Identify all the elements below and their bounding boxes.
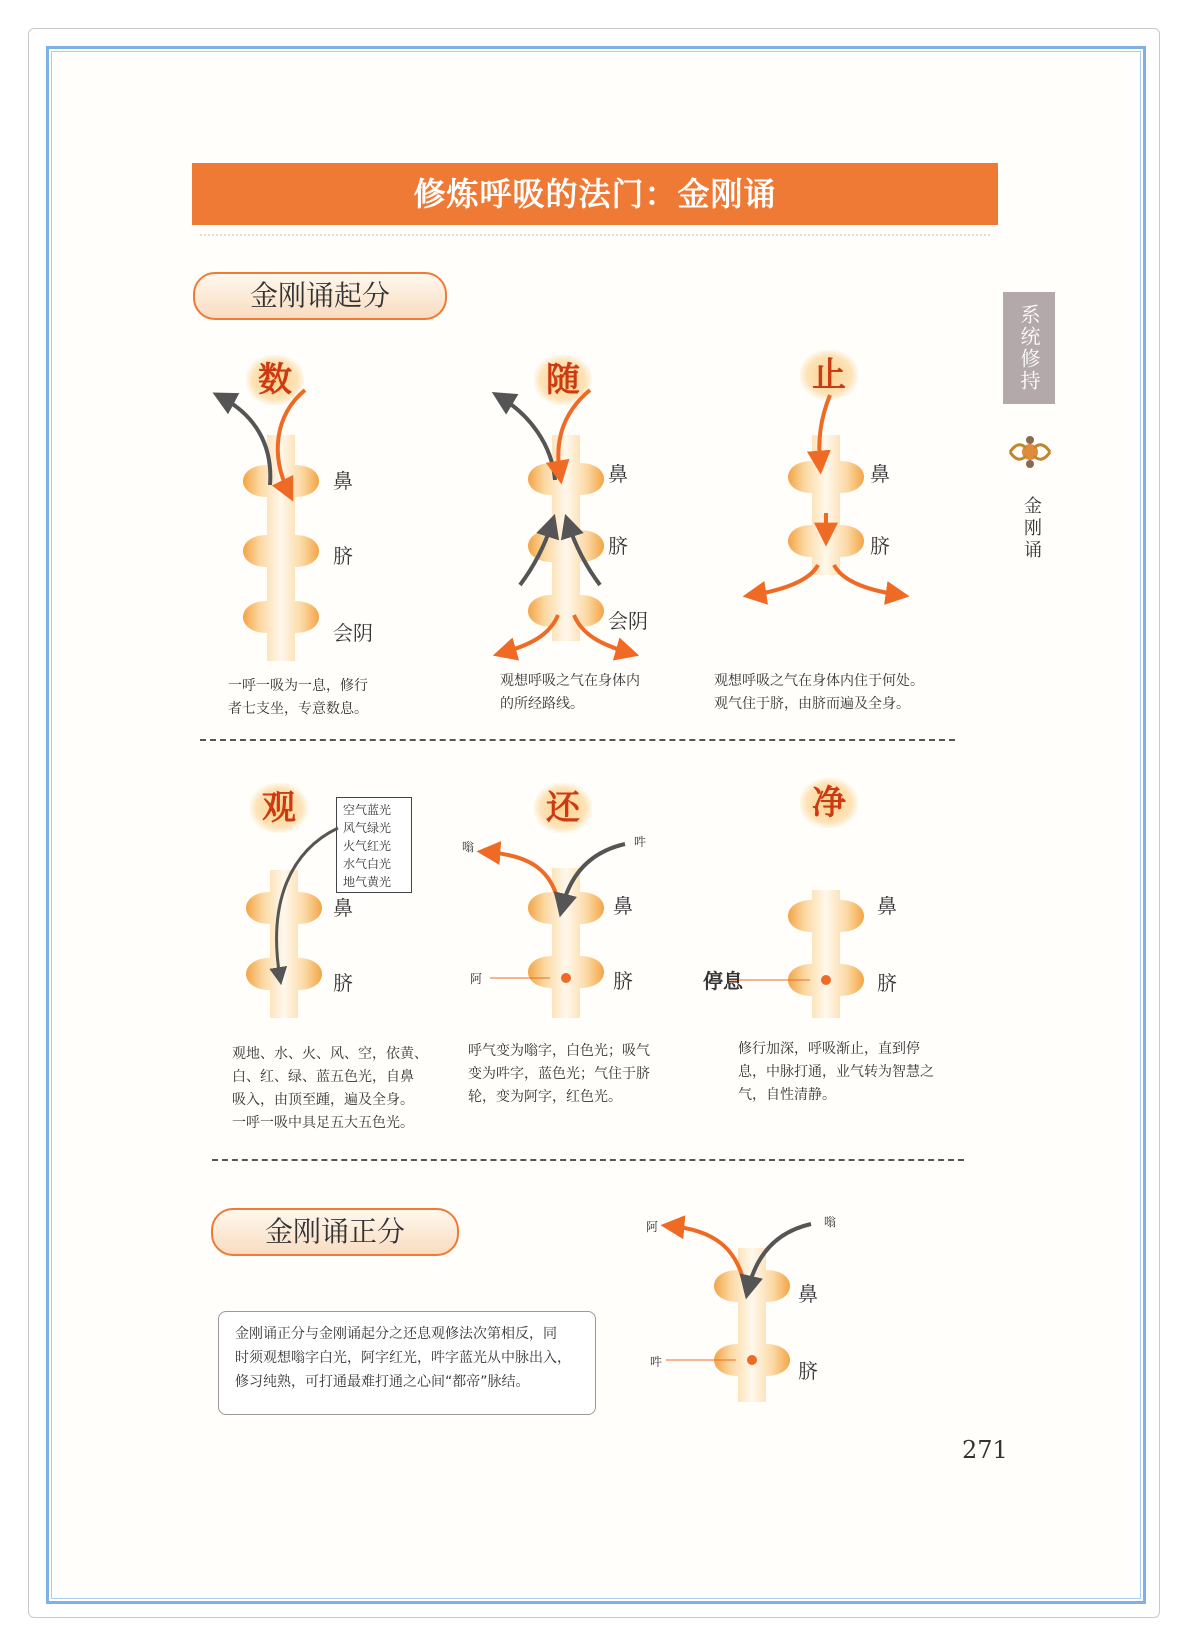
label-nose: 鼻 [613, 894, 633, 918]
label-perineum: 会阴 [608, 609, 648, 633]
label-nose: 鼻 [333, 896, 353, 920]
caption-jing: 修行加深，呼吸渐止，直到停 息，中脉打通，业气转为智慧之 气，自性清静。 [738, 1041, 934, 1103]
figure-zheng-fen [676, 1220, 846, 1410]
label-navel: 脐 [333, 544, 353, 568]
figure-shu [215, 405, 335, 665]
row-divider-2 [212, 1159, 964, 1161]
hum-dot [747, 1355, 757, 1365]
vajra-ornament-icon [1008, 434, 1052, 470]
label-perineum: 会阴 [333, 621, 373, 645]
char-guan: 观 [250, 783, 308, 833]
label-navel: 脐 [608, 534, 628, 558]
label-navel: 脐 [333, 971, 353, 995]
label-ah: 阿 [470, 972, 483, 986]
label-nose: 鼻 [870, 462, 890, 486]
spread-arrow-left [752, 565, 818, 595]
section-title-zheng-fen: 金刚诵正分 [211, 1208, 459, 1256]
navel-dot [821, 975, 831, 985]
row-divider-1 [200, 739, 955, 741]
label-nose: 鼻 [608, 462, 628, 486]
char-shu: 数 [246, 355, 304, 405]
page-number: 271 [962, 1436, 1008, 1464]
caption-zhi: 观想呼吸之气在身体内住于何处。 观气住于脐，由脐而遍及全身。 [714, 673, 924, 712]
ah-dot [561, 973, 571, 983]
label-nose: 鼻 [333, 469, 353, 493]
figure-huan [490, 830, 660, 1020]
title-divider [200, 234, 990, 236]
caption-guan: 观地、水、火、风、空，依黄、 白、红、绿、蓝五色光，自鼻 吸入，由顶至踵，遍及全身。 一呼一吸中具足五大五色光。 [232, 1046, 428, 1131]
body-channel [528, 435, 604, 641]
label-navel: 脐 [613, 969, 633, 993]
spread-arrow-right [834, 565, 900, 595]
caption-shu: 一呼一吸为一息，修行 者七支坐，专意数息。 [228, 678, 368, 717]
label-om: 嗡 [824, 1215, 837, 1229]
label-nose: 鼻 [798, 1282, 818, 1306]
label-navel: 脐 [798, 1359, 818, 1383]
figure-zhi [750, 405, 910, 625]
caption-huan: 呼气变为嗡字，白色光；吸气 变为吽字，蓝色光；气住于脐 轮，变为阿字，红色光。 [468, 1043, 650, 1105]
label-navel: 脐 [870, 534, 890, 558]
char-zhi: 止 [800, 350, 858, 400]
label-hum: 吽 [634, 835, 647, 849]
page-title: 修炼呼吸的法门：金刚诵 [192, 163, 998, 225]
label-stop-breath: 停息 [703, 969, 743, 993]
body-channel [788, 890, 864, 1018]
side-tab: 系统修持 [1003, 292, 1055, 404]
caption-sui: 观想呼吸之气在身体内 的所经路线。 [500, 673, 640, 712]
char-sui: 随 [534, 355, 592, 405]
note-box: 金刚诵正分与金刚诵起分之还息观修法次第相反，同 时须观想嗡字白光，阿字红光，吽字蓝光从中脉出入， 修习纯熟，可打通最难打通之心间“都帝”脉结。 [218, 1311, 596, 1415]
label-navel: 脐 [877, 971, 897, 995]
label-ah: 阿 [646, 1220, 659, 1234]
label-om: 嗡 [462, 840, 475, 854]
five-element-color-box: 空气蓝光 风气绿光 火气红光 水气白光 地气黄光 [336, 797, 412, 893]
section-title-qi-fen: 金刚诵起分 [193, 272, 447, 320]
char-jing: 净 [800, 778, 858, 828]
figure-jing [758, 860, 888, 1020]
label-nose: 鼻 [877, 894, 897, 918]
body-channel [788, 435, 864, 575]
side-name: 金刚诵 [1021, 496, 1042, 562]
label-hum: 吽 [650, 1355, 663, 1369]
char-huan: 还 [534, 783, 592, 833]
